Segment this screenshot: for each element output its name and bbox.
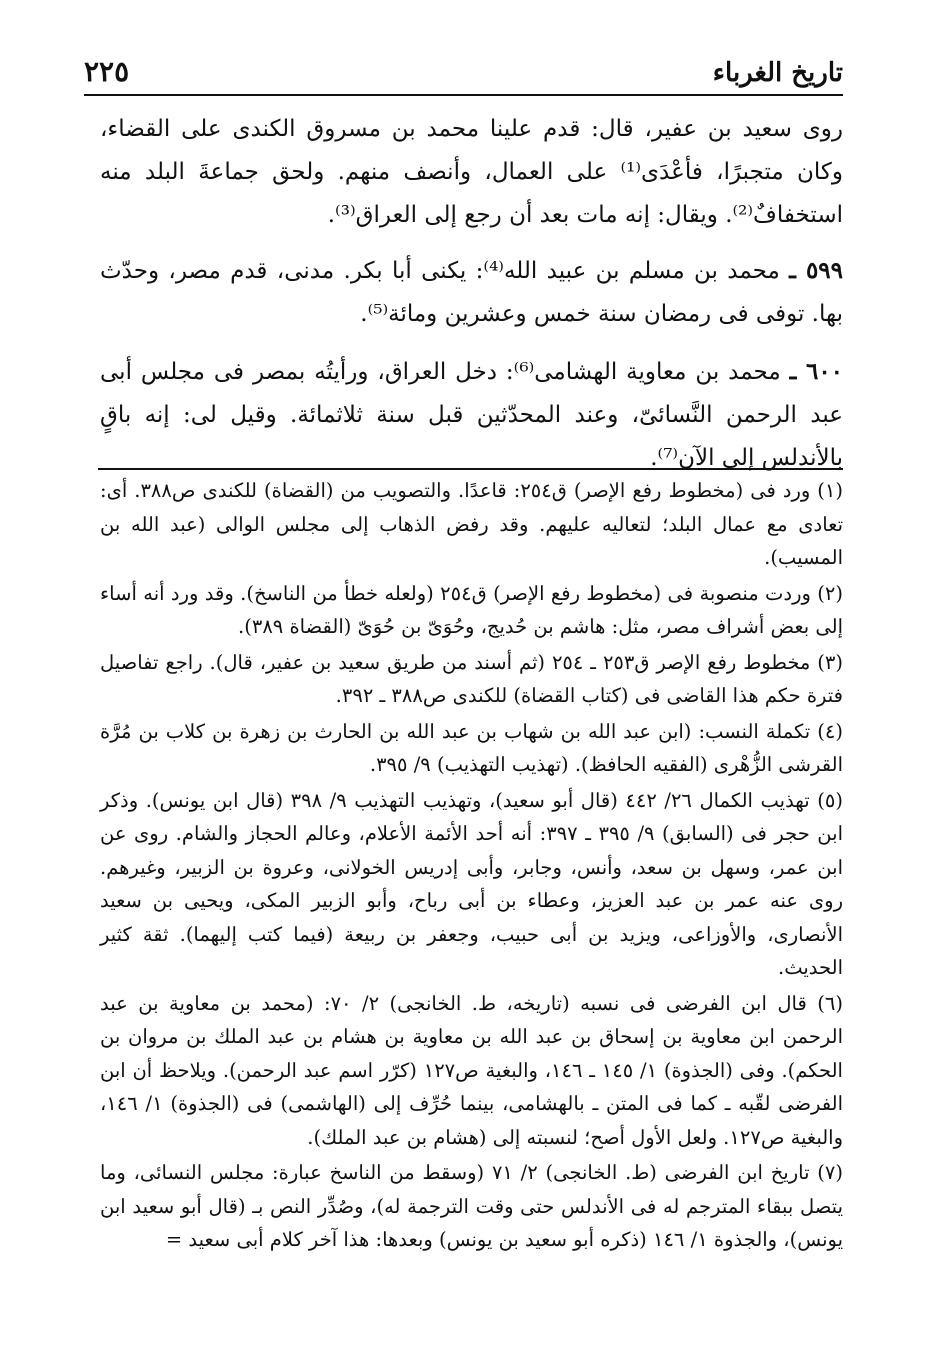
footnote-6: (٦) قال ابن الفرضى فى نسبه (تاريخه، ط. الخانجى) ٢/ ٧٠: (محمد بن معاوية بن عبد الرحمن ابن معاوية بن إسحاق بن عبد الله بن معاوية بن هشام بن عبد الملك بن مروان بن الحكم). وفى (الجذوة) ١/ ١٤٥ ـ ١٤٦، والبغية ص١٢٧ (كرّر اسم عبد الرحمن). ويلاحظ أن ابن الفرضى لقّبه ـ كما فى المتن ـ بالهشامى، بينما حُرِّف إلى (الهاشمى) فى (الجذوة) ١/ ١٤٦، والبغية ص١٢٧. ولعل الأول أصح؛ لنسبته إلى (هشام بن عبد الملك). [100, 991, 843, 1149]
page-header [84, 42, 843, 96]
footnote-7: (٧) تاريخ ابن الفرضى (ط. الخانجى) ٢/ ٧١ (وسقط من الناسخ عبارة: مجلس النسائى، وما يتصل ببقاء المترجم له فى الأندلس حتى وقت الترجمة له)، وصُدِّر النص بـ (قال أبو سعيد ابن يونس)، والجذوة ١/ ١٤٦ (ذكره أبو سعيد بن يونس) وبعدها: هذا آخر كلام أبى سعيد = [100, 1161, 843, 1251]
entry-text: محمد بن مسلم بن عبيد الله⁽⁴⁾: يكنى أبا بكر. مدنى، قدم مصر، وحدّث بها. توفى فى رمضان سنة خمس وعشرين ومائة⁽⁵⁾. [100, 258, 843, 327]
entry-text: محمد بن معاوية الهشامى⁽⁶⁾: دخل العراق، ورأيتُه بمصر فى مجلس أبى عبد الرحمن النَّسائىّ، وعند المحدّثين قبل سنة ثلاثمائة. وقيل لى: إنه باقٍ بالأندلس إلى الآن⁽⁷⁾. [100, 359, 843, 471]
main-text [100, 108, 843, 494]
footnote-3: (٣) مخطوط رفع الإصر ق٢٥٣ ـ ٢٥٤ (ثم أسند من طريق سعيد بن عفير، قال). راجع تفاصيل فترة حكم هذا القاضى فى (كتاب القضاة) للكندى ص٣٨٨ ـ ٣٩٢. [100, 650, 844, 707]
entry-number: ٦٠٠ ـ [789, 358, 844, 385]
running-title: تاريخ الغرباء [712, 58, 843, 88]
entry-600 [100, 350, 843, 480]
footnote-1: (١) ورد فى (مخطوط رفع الإصر) ق٢٥٤: قاعدًا. والتصويب من (القضاة) للكندى ص٣٨٨. أى: تعادى مع عمال البلد؛ لتعاليه عليهم. وقد رفض الذهاب إلى مجلس الوالى (عبد الله بن المسيب). [100, 479, 843, 569]
entry-number: ٥٩٩ ـ [789, 257, 844, 284]
intro-paragraph: روى سعيد بن عفير، قال: قدم علينا محمد بن مسروق الكندى على القضاء، وكان متجبرًا، فأعْدَى⁽¹⁾ على العمال، وأنصف منهم. ولحق جماعةَ البلد منه استخفافٌ⁽²⁾. ويقال: إنه مات بعد أن رجع إلى العراق⁽³⁾. [100, 116, 843, 228]
footnote-5: (٥) تهذيب الكمال ٢٦/ ٤٤٢ (قال أبو سعيد)، وتهذيب التهذيب ٩/ ٣٩٨ (قال ابن يونس). وذكر ابن حجر فى (السابق) ٩/ ٣٩٥ ـ ٣٩٧: أنه أحد الأئمة الأعلام، وعالم الحجاز والشام. روى عن ابن عمر، وسهل بن سعد، وأنس، وجابر، وأبى إدريس الخولانى، وعروة بن الزبير، وغيرهم. روى عنه عمر بن عبد العزيز، وعطاء بن أبى رباح، وأبو الزبير المكى، ويحيى بن سعيد الأنصارى، والأوزاعى، ويزيد بن أبى حبيب، وجعفر بن ربيعة (فيما كتب إليهما). ثقة كثير الحديث. [100, 788, 843, 979]
footnote-divider [98, 468, 843, 470]
footnotes [100, 474, 843, 1259]
footnote-4: (٤) تكملة النسب: (ابن عبد الله بن شهاب بن عبد الله بن الحارث بن زهرة بن كلاب بن مُرَّة القرشى الزُّهْرى (الفقيه الحافظ). (تهذيب التهذيب) ٩/ ٣٩٥. [100, 719, 843, 776]
entry-599 [100, 249, 843, 336]
footnote-2: (٢) وردت منصوبة فى (مخطوط رفع الإصر) ق٢٥٤ (ولعله خطأ من الناسخ). وقد ورد أنه أساء إلى بعض أشراف مصر، مثل: هاشم بن حُديج، وحُوَىّ بن حُوَىّ (القضاة ٣٨٩). [100, 581, 843, 638]
page-number: ٢٢٥ [84, 55, 130, 88]
